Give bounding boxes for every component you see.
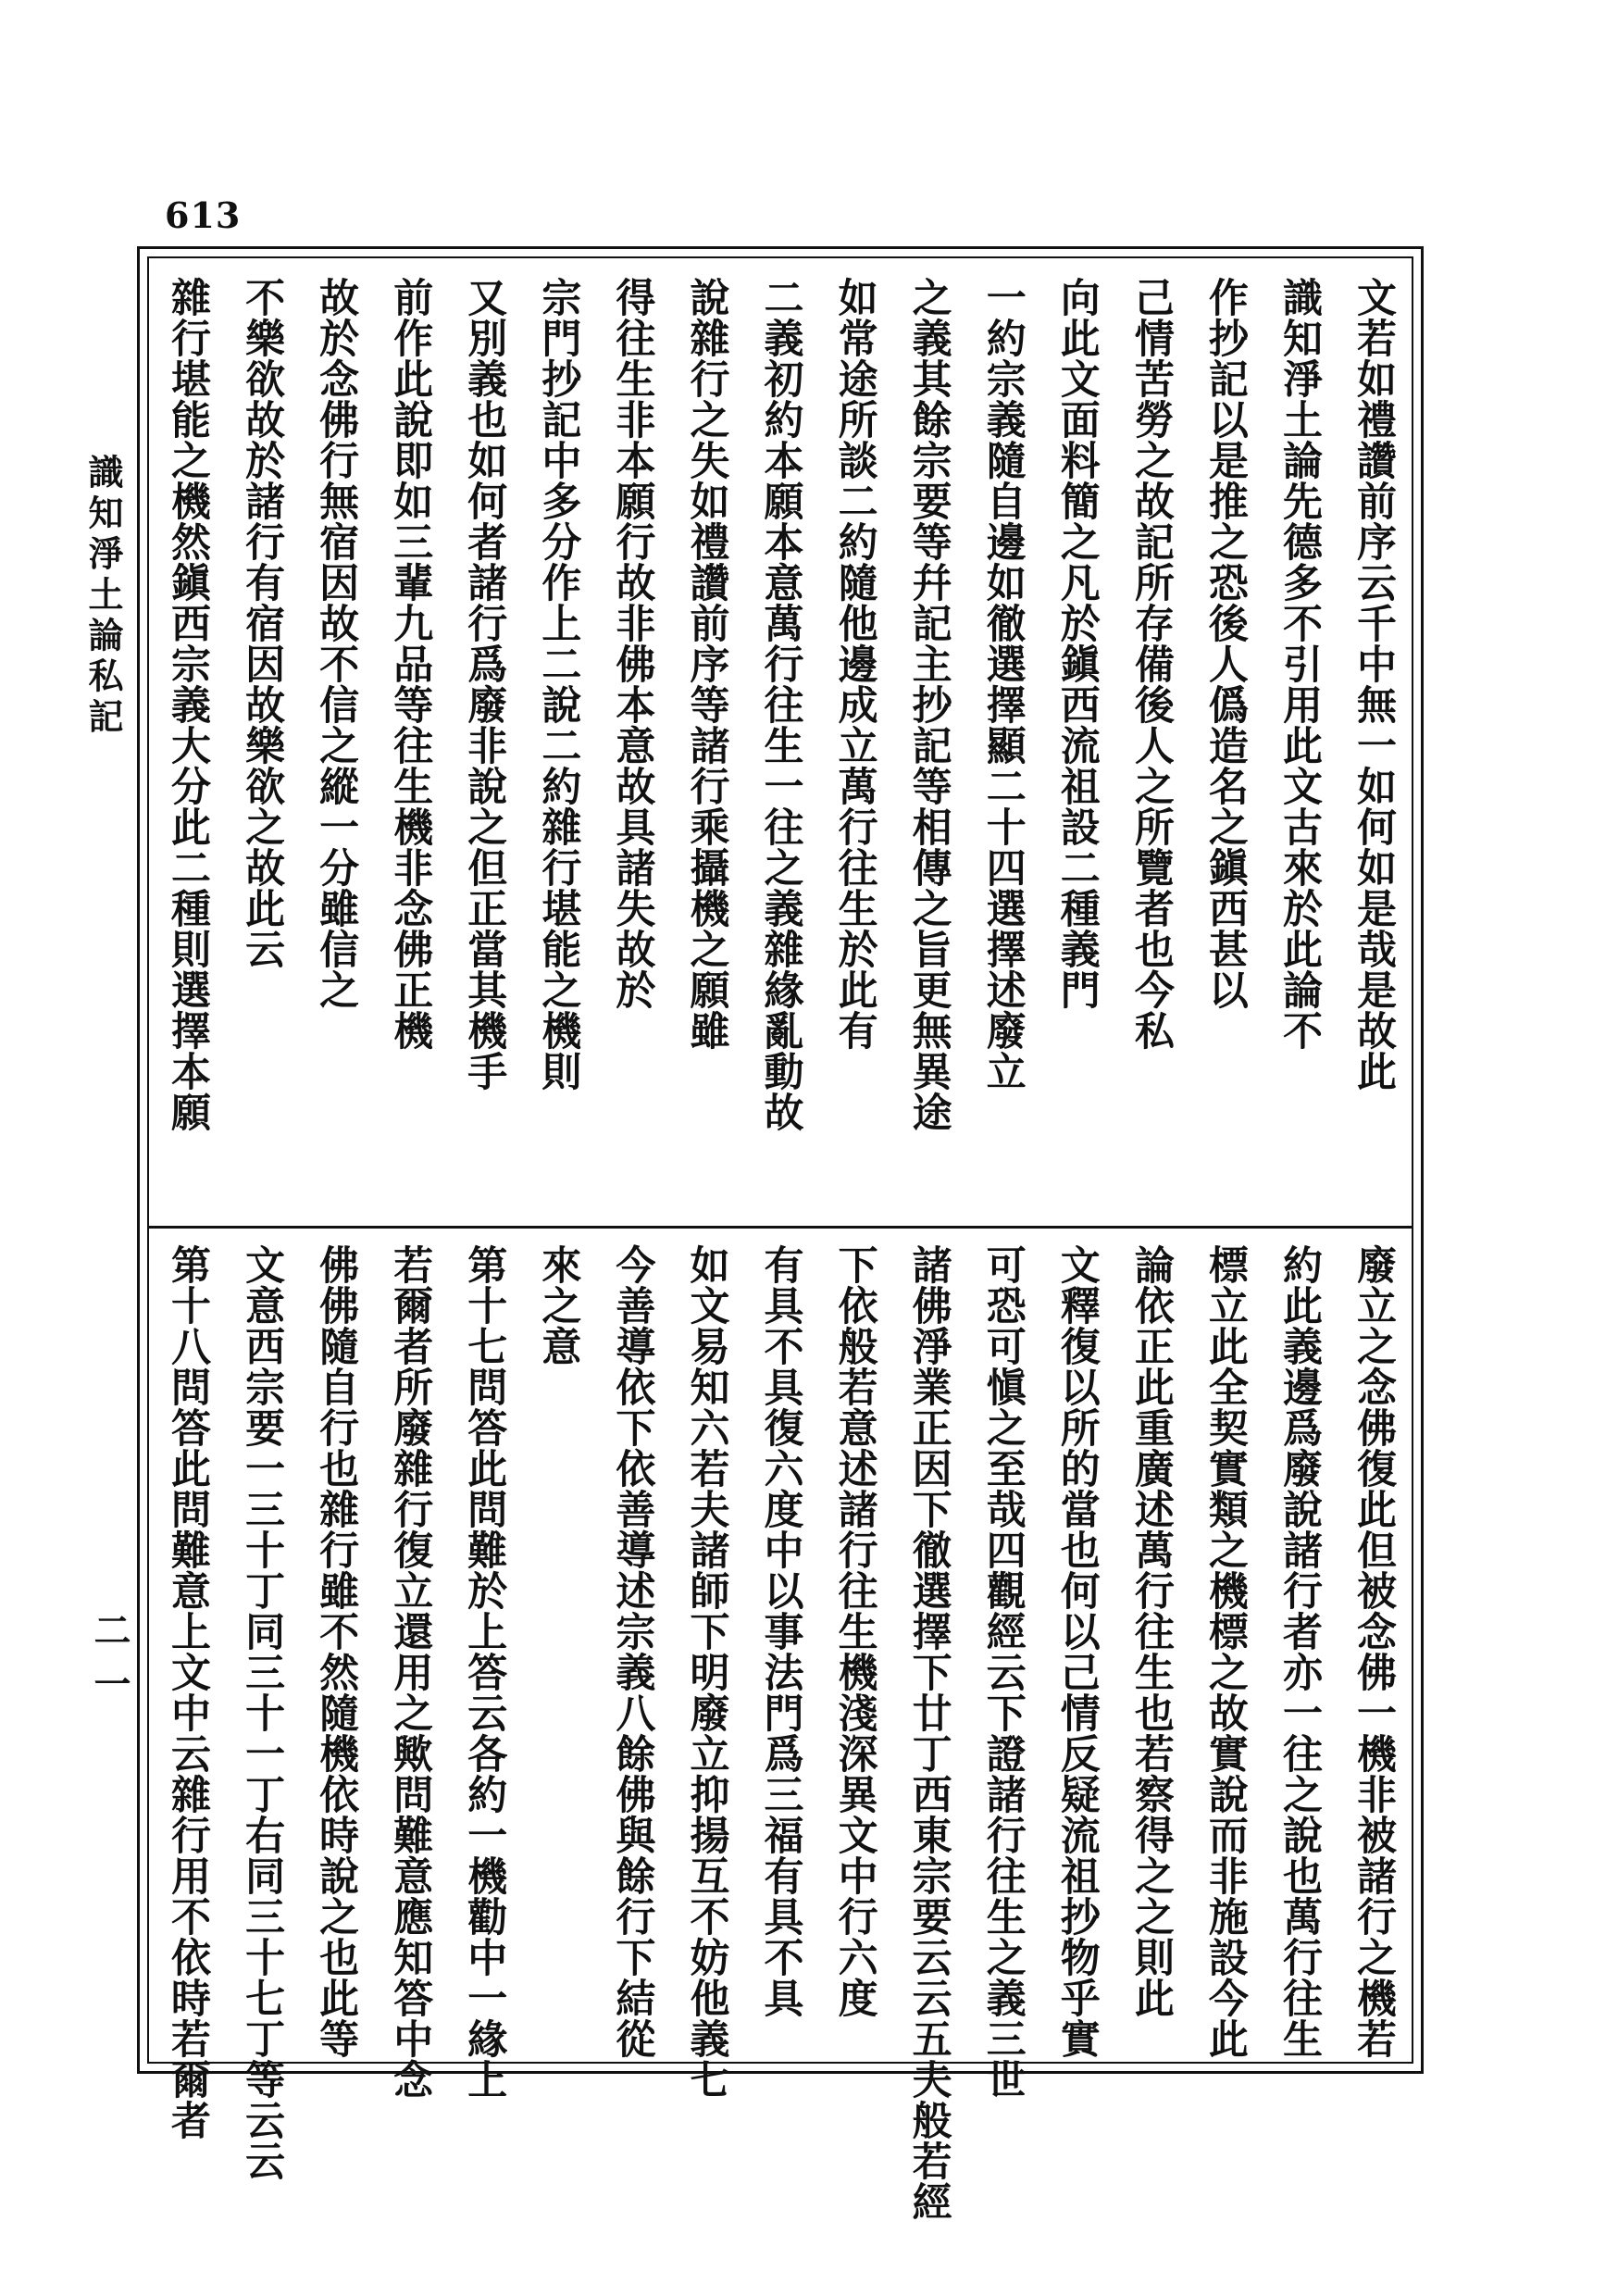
text-column: 有具不具復六度中以事法門爲三福有具不具 xyxy=(757,1244,804,2018)
text-column: 來之意 xyxy=(535,1244,582,1366)
text-column: 識知淨土論先德多不引用此文古來於此論不 xyxy=(1276,277,1323,1051)
text-column: 一約宗義隨自邊如徹選擇顯二十四選擇述廢立 xyxy=(979,277,1027,1092)
page-number: 613 xyxy=(165,194,242,236)
text-column: 之義其餘宗要等幷記主抄記等相傳之旨更無異途 xyxy=(905,277,952,1132)
text-column: 得往生非本願行故非佛本意故具諸失故於 xyxy=(609,277,656,1010)
text-frame xyxy=(137,246,1424,2222)
text-column: 己情苦勞之故記所存備後人之所覽者也今私 xyxy=(1127,277,1175,1051)
text-column: 向此文面料簡之凡於鎭西流祖設二種義門 xyxy=(1053,277,1101,1010)
top-text-block xyxy=(165,277,1397,1212)
text-column: 宗門抄記中多分作上二說二約雜行堪能之機則 xyxy=(535,277,582,1092)
text-column: 佛佛隨自行也雜行雖不然隨機依時說之也此等 xyxy=(313,1244,360,2059)
text-column: 二義初約本願本意萬行往生一往之義雜緣亂動故 xyxy=(757,277,804,1132)
text-column: 如常途所談二約隨他邊成立萬行往生於此有 xyxy=(831,277,878,1051)
text-column: 今善導依下依善導述宗義八餘佛與餘行下結從 xyxy=(609,1244,656,2059)
text-column: 又別義也如何者諸行爲廢非說之但正當其機手 xyxy=(461,277,508,1092)
text-column: 第十七問答此問難於上答云各約一機勸中一緣上 xyxy=(461,1244,508,2100)
running-title: 識知淨土論私記 xyxy=(82,454,124,739)
text-column: 廢立之念佛復此但被念佛一機非被諸行之機若 xyxy=(1350,1244,1397,2059)
text-column: 文若如禮讚前序云千中無一如何如是哉是故此 xyxy=(1350,277,1397,1092)
text-column: 雜行堪能之機然鎭西宗義大分此二種則選擇本願 xyxy=(165,277,211,1132)
text-column: 可恐可愼之至哉四觀經云下證諸行往生之義三世 xyxy=(979,1244,1027,2100)
text-column: 第十八問答此問難意上文中云雜行用不依時若爾者 xyxy=(165,1244,211,2140)
text-column: 不樂欲故於諸行有宿因故樂欲之故此云 xyxy=(239,277,286,969)
text-column: 標立此全契實類之機標之故實說而非施設今此 xyxy=(1201,1244,1249,2059)
section-divider xyxy=(149,1226,1412,1229)
text-column: 文釋復以所的當也何以己情反疑流祖抄物乎實 xyxy=(1053,1244,1101,2059)
text-frame-inner xyxy=(147,256,1413,2222)
text-column: 說雜行之失如禮讚前序等諸行乘攝機之願雖 xyxy=(683,277,730,1051)
text-column: 下依般若意述諸行往生機淺深異文中行六度 xyxy=(831,1244,878,2018)
text-column: 如文易知六若夫諸師下明廢立抑揚互不妨他義七 xyxy=(683,1244,730,2100)
text-column: 故於念佛行無宿因故不信之縱一分雖信之 xyxy=(313,277,360,1010)
bottom-text-block xyxy=(165,1244,1397,2222)
folio-number: 二一 xyxy=(88,1611,131,1718)
text-column: 若爾者所廢雜行復立還用之歟問難意應知答中念 xyxy=(387,1244,434,2100)
text-column: 文意西宗要一三十丁同三十一丁右同三十七丁等云云 xyxy=(239,1244,286,2181)
text-column: 諸佛淨業正因下徹選擇下廿丁西東宗要云云五夫般若經 xyxy=(905,1244,952,2222)
text-column: 作抄記以是推之恐後人僞造名之鎭西甚以 xyxy=(1201,277,1249,1010)
text-column: 論依正此重廣述萬行往生也若察得之之則此 xyxy=(1127,1244,1175,2018)
text-column: 約此義邊爲廢說諸行者亦一往之說也萬行往生 xyxy=(1276,1244,1323,2059)
text-column: 前作此說即如三輩九品等往生機非念佛正機 xyxy=(387,277,434,1051)
